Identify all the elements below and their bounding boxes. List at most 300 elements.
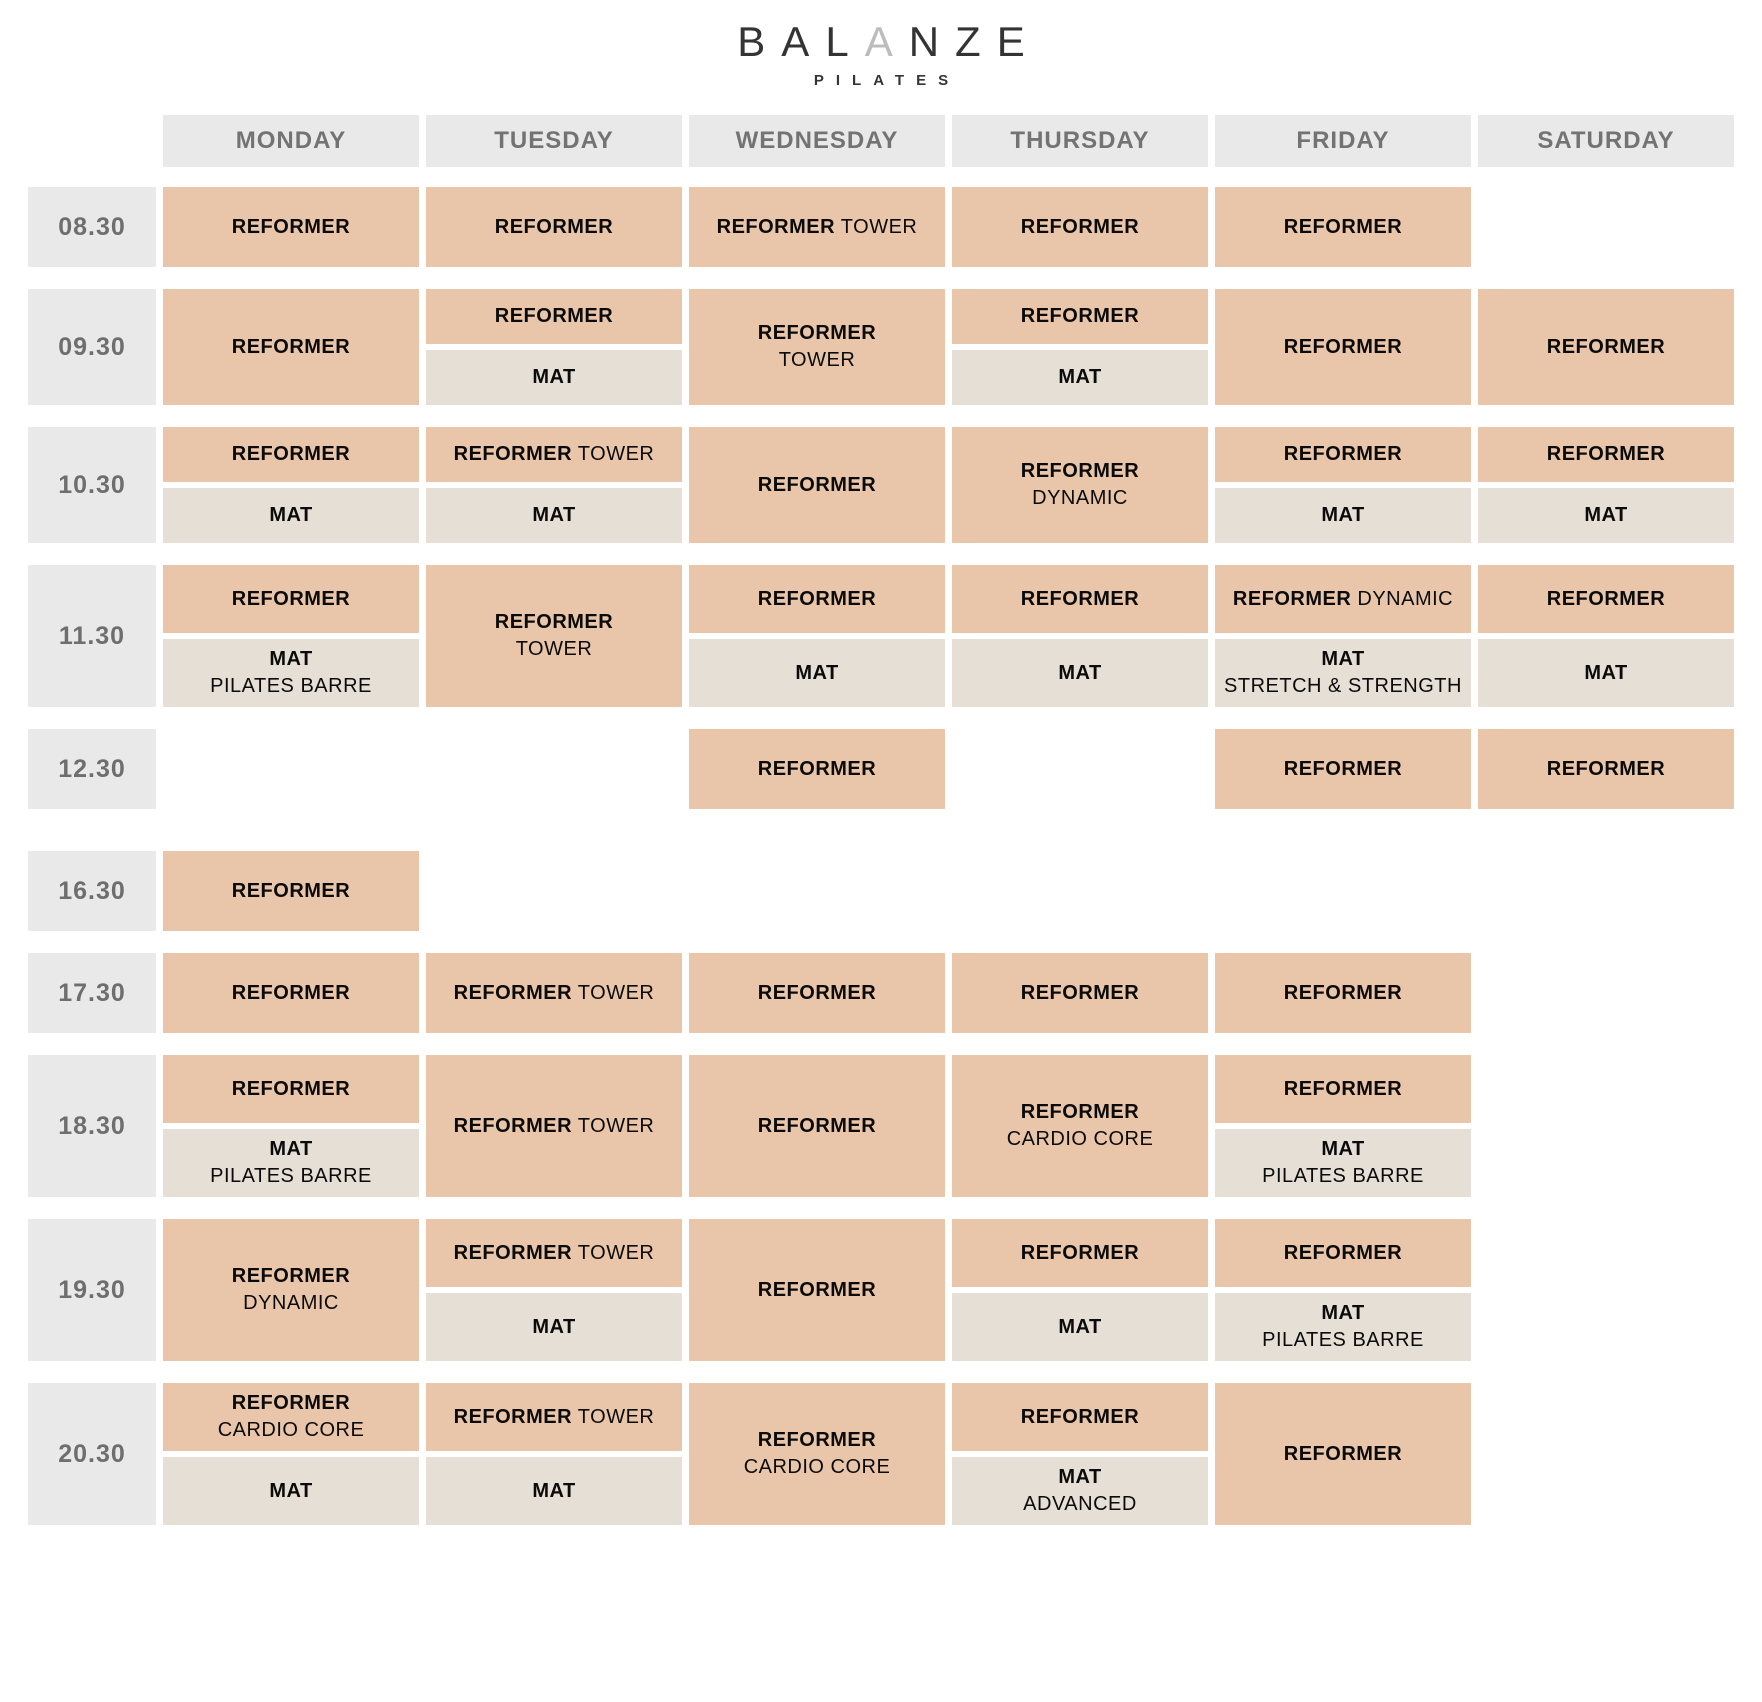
class-block-reformer	[952, 1219, 1208, 1287]
schedule-cell-tuesday-1030	[426, 427, 682, 543]
class-block-reformer	[1215, 1383, 1471, 1525]
class-qualifier-label: ADVANCED	[1023, 1493, 1137, 1515]
class-name	[232, 586, 350, 613]
schedule-cell-friday-1130	[1215, 565, 1471, 707]
class-name	[1021, 586, 1139, 613]
day-header-monday: MONDAY	[163, 115, 419, 167]
schedule-cell-thursday-0830	[952, 187, 1208, 267]
time-label-1930: 19.30	[28, 1219, 156, 1361]
class-main-label: REFORMER	[1020, 1101, 1140, 1123]
class-block-reformer	[1215, 187, 1471, 267]
class-main-label: MAT	[1321, 1138, 1365, 1160]
class-main-label: REFORMER	[1283, 1077, 1403, 1100]
class-name	[454, 980, 655, 1007]
class-name	[758, 472, 876, 499]
schedule-row-1930	[28, 1219, 1734, 1361]
schedule-cell-friday-1930	[1215, 1219, 1471, 1361]
class-block-reformer	[952, 953, 1208, 1033]
class-main-label: REFORMER	[716, 215, 836, 238]
schedule-cell-tuesday-1230	[426, 729, 682, 809]
brand-name	[28, 18, 1734, 66]
schedule-row-0830	[28, 187, 1734, 267]
class-block-reformer	[163, 289, 419, 405]
schedule-cell-thursday-1830	[952, 1055, 1208, 1197]
schedule-cell-saturday-2030	[1478, 1383, 1734, 1525]
class-main-label: REFORMER	[1546, 757, 1666, 780]
schedule-cell-monday-1730	[163, 953, 419, 1033]
class-main-label: REFORMER	[1283, 757, 1403, 780]
class-qualifier-label: DYNAMIC	[1032, 487, 1128, 509]
day-header-thursday: THURSDAY	[952, 115, 1208, 167]
class-name	[454, 1113, 655, 1140]
class-block-mat	[426, 488, 682, 543]
class-name	[1021, 1099, 1139, 1126]
class-block-reformer	[163, 565, 419, 633]
class-qualifier-label: TOWER	[778, 349, 856, 371]
class-name	[717, 214, 918, 241]
class-block-reformer	[1215, 729, 1471, 809]
class-block-reformer	[426, 1055, 682, 1197]
class-main-label: MAT	[1058, 661, 1102, 684]
class-name	[1321, 1136, 1364, 1163]
class-block-mat	[163, 1457, 419, 1525]
class-main-label: REFORMER	[231, 443, 351, 465]
schedule-cell-wednesday-0830	[689, 187, 945, 267]
class-block-mat	[1478, 488, 1734, 543]
schedule-cell-wednesday-1930	[689, 1219, 945, 1361]
class-block-reformer	[426, 565, 682, 707]
schedule-cell-friday-1830	[1215, 1055, 1471, 1197]
class-block-mat	[952, 639, 1208, 707]
class-main-label: REFORMER	[494, 611, 614, 633]
schedule-cell-saturday-1630	[1478, 851, 1734, 931]
schedule-cell-thursday-1030	[952, 427, 1208, 543]
schedule-row-1730	[28, 953, 1734, 1033]
class-block-reformer	[163, 953, 419, 1033]
class-name	[232, 1390, 350, 1417]
class-main-label: MAT	[532, 366, 576, 388]
schedule-row-2030	[28, 1383, 1734, 1525]
class-name	[1584, 502, 1627, 529]
class-name	[758, 980, 876, 1007]
schedule-cell-monday-0830	[163, 187, 419, 267]
class-main-label: REFORMER	[1020, 460, 1140, 482]
time-label-1830: 18.30	[28, 1055, 156, 1197]
class-qualifier-label: DYNAMIC	[243, 1292, 339, 1314]
class-main-label: REFORMER	[453, 1241, 573, 1264]
class-main-label: REFORMER	[1283, 443, 1403, 465]
schedule-cell-saturday-1130	[1478, 565, 1734, 707]
day-header-saturday: SATURDAY	[1478, 115, 1734, 167]
class-name	[758, 1427, 876, 1454]
class-name	[532, 1478, 575, 1505]
schedule-cell-saturday-1930	[1478, 1219, 1734, 1361]
class-name	[1021, 1404, 1139, 1431]
class-name	[1021, 458, 1139, 485]
schedule-cell-thursday-1730	[952, 953, 1208, 1033]
class-name	[1284, 441, 1402, 468]
class-block-mat	[1215, 1129, 1471, 1197]
class-main-label: REFORMER	[453, 981, 573, 1004]
class-block-reformer	[426, 1383, 682, 1451]
class-main-label: REFORMER	[1283, 335, 1403, 358]
class-main-label: REFORMER	[1020, 1241, 1140, 1264]
schedule-cell-tuesday-1830	[426, 1055, 682, 1197]
brand-name-suffix: NZE	[908, 18, 1041, 65]
class-name	[1058, 364, 1101, 391]
class-main-label: REFORMER	[1283, 215, 1403, 238]
day-header-tuesday: TUESDAY	[426, 115, 682, 167]
class-block-reformer	[952, 427, 1208, 543]
schedule-cell-wednesday-1730	[689, 953, 945, 1033]
class-name	[232, 878, 350, 905]
class-name	[758, 1113, 876, 1140]
class-block-reformer	[1478, 289, 1734, 405]
class-name	[1021, 1240, 1139, 1267]
schedule-cell-wednesday-1630	[689, 851, 945, 931]
schedule-cell-tuesday-1130	[426, 565, 682, 707]
class-main-label: REFORMER	[231, 1392, 351, 1414]
class-main-label: REFORMER	[757, 1278, 877, 1301]
schedule-row-1130	[28, 565, 1734, 707]
class-qualifier-label: PILATES BARRE	[1262, 1165, 1424, 1187]
class-main-label: MAT	[532, 504, 576, 526]
schedule-cell-saturday-1030	[1478, 427, 1734, 543]
class-name	[1584, 660, 1627, 687]
class-main-label: REFORMER	[231, 215, 351, 238]
schedule-cell-thursday-1130	[952, 565, 1208, 707]
schedule-cell-monday-1830	[163, 1055, 419, 1197]
time-label-0830: 08.30	[28, 187, 156, 267]
class-block-reformer	[1215, 953, 1471, 1033]
schedule-cell-tuesday-0830	[426, 187, 682, 267]
class-block-reformer	[689, 1055, 945, 1197]
class-main-label: REFORMER	[1232, 587, 1352, 610]
brand-name-accent-letter: A	[864, 18, 909, 65]
class-main-label: REFORMER	[231, 587, 351, 610]
schedule-cell-saturday-1730	[1478, 953, 1734, 1033]
schedule-cell-monday-1230	[163, 729, 419, 809]
class-main-label: REFORMER	[757, 1114, 877, 1137]
class-qualifier-label: CARDIO CORE	[217, 1419, 365, 1441]
class-block-reformer	[689, 729, 945, 809]
class-block-reformer	[1478, 565, 1734, 633]
class-main-label: MAT	[1321, 504, 1365, 526]
class-main-label: REFORMER	[453, 1114, 573, 1137]
class-name	[232, 1076, 350, 1103]
class-block-reformer	[952, 1383, 1208, 1451]
class-main-label: MAT	[269, 504, 313, 526]
class-block-reformer	[689, 427, 945, 543]
class-name	[232, 334, 350, 361]
schedule-cell-monday-2030	[163, 1383, 419, 1525]
class-block-reformer	[163, 427, 419, 482]
class-qualifier-label: CARDIO CORE	[743, 1456, 891, 1478]
class-block-reformer	[1215, 565, 1471, 633]
class-main-label: REFORMER	[1020, 305, 1140, 327]
class-main-label: REFORMER	[1020, 587, 1140, 610]
class-main-label: REFORMER	[1020, 981, 1140, 1004]
class-qualifier-label: DYNAMIC	[1357, 587, 1454, 610]
class-main-label: REFORMER	[757, 981, 877, 1004]
class-name	[454, 441, 655, 468]
schedule-cell-friday-2030	[1215, 1383, 1471, 1525]
schedule-grid	[28, 115, 1734, 1525]
class-name	[1284, 1441, 1402, 1468]
class-qualifier-label: TOWER	[577, 1241, 655, 1264]
class-name	[269, 646, 312, 673]
class-main-label: REFORMER	[453, 443, 573, 465]
brand-logo	[28, 18, 1734, 89]
class-name	[269, 1136, 312, 1163]
class-block-reformer	[1215, 289, 1471, 405]
class-block-mat	[163, 488, 419, 543]
schedule-cell-friday-1230	[1215, 729, 1471, 809]
class-block-reformer	[163, 187, 419, 267]
class-block-reformer	[952, 289, 1208, 344]
class-name	[495, 303, 613, 330]
class-main-label: MAT	[1321, 648, 1365, 670]
schedule-cell-saturday-1830	[1478, 1055, 1734, 1197]
class-block-mat	[952, 350, 1208, 405]
class-main-label: MAT	[269, 1138, 313, 1160]
schedule-cell-friday-1730	[1215, 953, 1471, 1033]
schedule-row-1830	[28, 1055, 1734, 1197]
schedule-cell-friday-0830	[1215, 187, 1471, 267]
class-main-label: MAT	[1058, 366, 1102, 388]
class-main-label: MAT	[532, 1479, 576, 1502]
class-main-label: REFORMER	[231, 879, 351, 902]
class-name	[1021, 303, 1139, 330]
class-name	[1547, 756, 1665, 783]
schedule-cell-friday-1030	[1215, 427, 1471, 543]
brand-name-prefix: BAL	[737, 18, 865, 65]
class-name	[1021, 980, 1139, 1007]
class-main-label: MAT	[1584, 504, 1628, 526]
class-main-label: MAT	[269, 648, 313, 670]
day-header-wednesday: WEDNESDAY	[689, 115, 945, 167]
class-qualifier-label: PILATES BARRE	[210, 1165, 372, 1187]
class-name	[454, 1404, 655, 1431]
schedule-cell-thursday-0930	[952, 289, 1208, 405]
class-block-mat	[426, 350, 682, 405]
class-block-reformer	[426, 953, 682, 1033]
class-main-label: MAT	[269, 1479, 313, 1502]
class-block-mat	[1215, 1293, 1471, 1361]
class-block-mat	[1215, 639, 1471, 707]
schedule-row-1030	[28, 427, 1734, 543]
class-name	[495, 214, 613, 241]
class-name	[1058, 1314, 1101, 1341]
schedule-cell-wednesday-1030	[689, 427, 945, 543]
class-name	[269, 1478, 312, 1505]
class-block-reformer	[952, 565, 1208, 633]
day-header-friday: FRIDAY	[1215, 115, 1471, 167]
class-name	[1547, 334, 1665, 361]
time-label-1230: 12.30	[28, 729, 156, 809]
schedule-cell-wednesday-1830	[689, 1055, 945, 1197]
class-name	[1547, 441, 1665, 468]
class-main-label: MAT	[795, 661, 839, 684]
schedule-row-1630	[28, 851, 1734, 931]
schedule-cell-wednesday-1130	[689, 565, 945, 707]
class-name	[1321, 502, 1364, 529]
class-main-label: MAT	[1058, 1315, 1102, 1338]
class-block-reformer	[163, 1383, 419, 1451]
class-block-reformer	[426, 1219, 682, 1287]
class-block-mat	[163, 639, 419, 707]
class-main-label: REFORMER	[757, 322, 877, 344]
class-name	[495, 609, 613, 636]
class-main-label: REFORMER	[494, 215, 614, 238]
class-main-label: REFORMER	[231, 1265, 351, 1287]
class-name	[1233, 586, 1453, 613]
schedule-cell-monday-1630	[163, 851, 419, 931]
schedule-cell-friday-1630	[1215, 851, 1471, 931]
class-main-label: REFORMER	[1546, 587, 1666, 610]
class-block-mat	[1478, 639, 1734, 707]
class-qualifier-label: TOWER	[577, 443, 655, 465]
class-name	[532, 502, 575, 529]
schedule-cell-thursday-1230	[952, 729, 1208, 809]
class-qualifier-label: TOWER	[577, 1114, 655, 1137]
class-main-label: REFORMER	[494, 305, 614, 327]
day-header-row	[28, 115, 1734, 167]
class-name	[1547, 586, 1665, 613]
class-block-reformer	[1215, 1219, 1471, 1287]
class-block-reformer	[1215, 1055, 1471, 1123]
class-qualifier-label: STRETCH & STRENGTH	[1224, 675, 1462, 697]
class-qualifier-label: TOWER	[840, 215, 918, 238]
class-name	[232, 441, 350, 468]
class-name	[1321, 1300, 1364, 1327]
class-main-label: REFORMER	[1020, 1405, 1140, 1428]
schedule-row-1230	[28, 729, 1734, 809]
schedule-cell-saturday-0930	[1478, 289, 1734, 405]
time-label-1030: 10.30	[28, 427, 156, 543]
schedule-cell-thursday-1630	[952, 851, 1208, 931]
schedule-cell-wednesday-0930	[689, 289, 945, 405]
class-block-reformer	[426, 289, 682, 344]
time-label-1730: 17.30	[28, 953, 156, 1033]
schedule-cell-tuesday-1930	[426, 1219, 682, 1361]
class-name	[1284, 214, 1402, 241]
grid-corner-spacer	[28, 115, 156, 167]
class-main-label: MAT	[1584, 661, 1628, 684]
class-name	[1058, 660, 1101, 687]
class-qualifier-label: TOWER	[515, 638, 593, 660]
schedule-row-0930	[28, 289, 1734, 405]
class-block-reformer	[689, 187, 945, 267]
class-block-reformer	[426, 187, 682, 267]
class-block-reformer	[689, 1219, 945, 1361]
schedule-cell-tuesday-0930	[426, 289, 682, 405]
class-block-mat	[952, 1457, 1208, 1525]
class-main-label: REFORMER	[1283, 1241, 1403, 1264]
schedule-cell-monday-1930	[163, 1219, 419, 1361]
schedule-cell-tuesday-1730	[426, 953, 682, 1033]
class-block-reformer	[952, 187, 1208, 267]
class-name	[232, 980, 350, 1007]
class-block-reformer	[163, 1219, 419, 1361]
class-name	[454, 1240, 655, 1267]
class-name	[795, 660, 838, 687]
class-block-reformer	[689, 289, 945, 405]
time-label-1130: 11.30	[28, 565, 156, 707]
class-main-label: MAT	[1321, 1302, 1365, 1324]
class-block-reformer	[1215, 427, 1471, 482]
schedule-cell-monday-1030	[163, 427, 419, 543]
class-name	[269, 502, 312, 529]
class-main-label: REFORMER	[231, 1077, 351, 1100]
class-name	[758, 1277, 876, 1304]
class-block-reformer	[1478, 427, 1734, 482]
class-qualifier-label: PILATES BARRE	[210, 675, 372, 697]
class-block-mat	[426, 1457, 682, 1525]
class-block-mat	[163, 1129, 419, 1197]
class-qualifier-label: TOWER	[577, 1405, 655, 1428]
schedule-cell-thursday-1930	[952, 1219, 1208, 1361]
schedule-cell-saturday-0830	[1478, 187, 1734, 267]
schedule-cell-wednesday-1230	[689, 729, 945, 809]
class-name	[758, 320, 876, 347]
class-block-reformer	[163, 851, 419, 931]
class-main-label: REFORMER	[1546, 443, 1666, 465]
class-qualifier-label: CARDIO CORE	[1006, 1128, 1154, 1150]
class-main-label: REFORMER	[757, 757, 877, 780]
class-main-label: REFORMER	[231, 981, 351, 1004]
class-block-reformer	[952, 1055, 1208, 1197]
schedule-cell-monday-0930	[163, 289, 419, 405]
time-label-1630: 16.30	[28, 851, 156, 931]
schedule-cell-saturday-1230	[1478, 729, 1734, 809]
schedule-cell-tuesday-2030	[426, 1383, 682, 1525]
class-name	[532, 364, 575, 391]
schedule-cell-tuesday-1630	[426, 851, 682, 931]
class-name	[1284, 756, 1402, 783]
class-name	[1021, 214, 1139, 241]
class-block-reformer	[163, 1055, 419, 1123]
class-block-mat	[1215, 488, 1471, 543]
class-main-label: MAT	[532, 1315, 576, 1338]
class-block-reformer	[1478, 729, 1734, 809]
class-block-mat	[426, 1293, 682, 1361]
class-name	[758, 756, 876, 783]
class-main-label: REFORMER	[757, 1429, 877, 1451]
schedule-cell-monday-1130	[163, 565, 419, 707]
class-main-label: REFORMER	[757, 473, 877, 496]
class-block-reformer	[689, 953, 945, 1033]
class-block-mat	[689, 639, 945, 707]
class-main-label: REFORMER	[1020, 215, 1140, 238]
class-qualifier-label: PILATES BARRE	[1262, 1329, 1424, 1351]
class-main-label: MAT	[1058, 1466, 1102, 1488]
class-main-label: REFORMER	[757, 587, 877, 610]
class-block-reformer	[689, 1383, 945, 1525]
class-name	[1284, 1240, 1402, 1267]
class-main-label: REFORMER	[231, 335, 351, 358]
class-block-reformer	[426, 427, 682, 482]
class-main-label: REFORMER	[1283, 981, 1403, 1004]
class-name	[1284, 980, 1402, 1007]
brand-subtitle: PILATES	[813, 72, 961, 89]
class-main-label: REFORMER	[453, 1405, 573, 1428]
time-label-0930: 09.30	[28, 289, 156, 405]
schedule-cell-wednesday-2030	[689, 1383, 945, 1525]
class-qualifier-label: TOWER	[577, 981, 655, 1004]
class-block-mat	[952, 1293, 1208, 1361]
schedule-cell-friday-0930	[1215, 289, 1471, 405]
